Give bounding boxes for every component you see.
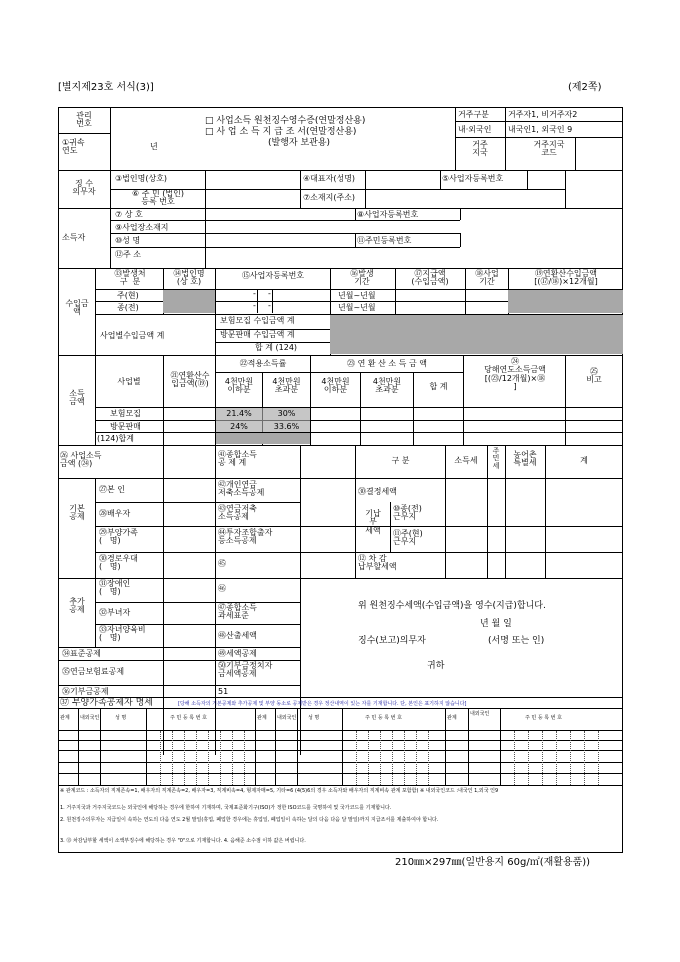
receipt-confirm-text: 위 원천징수세액(수입금액)을 영수(지급)합니다. bbox=[358, 601, 546, 611]
form-title-receipt: □ 사업소득 원천징수영수증(연말정산용) bbox=[205, 116, 366, 126]
col-period-label: ⑯발생 기간 bbox=[350, 269, 374, 287]
row-prev-label: 종(전) bbox=[117, 303, 139, 312]
residence-country-label: 거주 지국 bbox=[472, 140, 488, 158]
dep-col-name-1: 성 명 bbox=[115, 715, 127, 721]
donation-label: ㊱기부금공제 bbox=[62, 687, 109, 696]
biz-income-amount-label: ㉖ 사업소득 금액 (㉔) bbox=[60, 451, 102, 469]
form-number: [별지제23호 서식(3)] bbox=[58, 82, 154, 93]
door-sales-income-total-label: 방문판매 수입금액 계 bbox=[220, 330, 295, 339]
tax-credit-label: ㊾세액공제 bbox=[218, 649, 257, 658]
dep-col-nationality-3: 내외국인 bbox=[470, 711, 490, 717]
standard-deduction-label: ㉞표준공제 bbox=[62, 649, 101, 658]
income-total-row-label: (124)합계 bbox=[97, 434, 134, 443]
personal-pension-label: ㊷개인연금 저축소득공제 bbox=[218, 480, 265, 498]
payer-corp-name-label: ③법인명(상호) bbox=[115, 174, 168, 183]
dependents-deduction-label: ㉙부양가족 ( 명) bbox=[99, 528, 138, 546]
payer-section-label: 징 수 의무자 bbox=[72, 179, 96, 197]
rate-header: ㉒적용소득률 bbox=[239, 359, 287, 368]
insurance-rate-under: 21.4% bbox=[226, 409, 252, 418]
dep-col-nationality-1: 내외국인 bbox=[80, 715, 100, 721]
door-sales-rate-over: 33.6% bbox=[273, 422, 300, 431]
dep-col-resno-2: 주 민 등 록 번 호 bbox=[365, 715, 402, 721]
local-tax-col-label: 주 민 세 bbox=[492, 447, 500, 470]
residence-label: 거주구분 bbox=[458, 110, 489, 119]
basic-deduction-label: 기본 공제 bbox=[69, 504, 85, 522]
earner-trade-name-label: ⑦ 상 호 bbox=[115, 210, 143, 219]
form-title-statement: □ 사 업 소 득 지 급 조 서(연말정산용) bbox=[205, 127, 357, 137]
conv-under-label: 4천만원 이하분 bbox=[321, 377, 350, 395]
spouse-deduction-label: ㉘배우자 bbox=[99, 509, 131, 518]
tax-total-col-label: 계 bbox=[580, 456, 588, 465]
rate-over-label: 4천만원 초과분 bbox=[272, 377, 301, 395]
dep-col-resno-3: 주 민 등 록 번 호 bbox=[525, 715, 562, 721]
period-prev: 년월~년월 bbox=[338, 303, 376, 312]
converted-income-header: ㉓ 연 환 산 소 득 금 액 bbox=[347, 359, 427, 368]
collector-label: 징수(보고)의무자 bbox=[358, 636, 426, 646]
period-main: 년월~년월 bbox=[338, 291, 376, 300]
elderly-label: ㉚경로우대 ( 명) bbox=[99, 554, 138, 572]
pension-saving-label: ㊸연금저축 소득공제 bbox=[218, 504, 257, 522]
blank-45-label: ㊺ bbox=[218, 559, 226, 568]
footnote-3: 3. ⑬ 차감납부할 세액이 소액부징수에 해당하는 경우 "0"으로 기재합니다. 4. 음해준 소수점 이하 값은 버립니다. bbox=[60, 838, 306, 844]
blank-51-label: 51 bbox=[218, 687, 229, 696]
row-main-label: 주(현) bbox=[117, 291, 139, 300]
insurance-rate-over: 30% bbox=[277, 409, 296, 418]
residence-value: 거주자1, 비거주자2 bbox=[508, 110, 578, 119]
conv-sum-label: 합 계 bbox=[429, 382, 448, 391]
nationality-label: 내·외국인 bbox=[458, 125, 492, 134]
disabled-label: ㉛장애인 ( 명) bbox=[99, 579, 131, 597]
income-section-label: 수입금 액 bbox=[65, 299, 89, 317]
net-tax-label: ⑫ 차 감 납부할세액 bbox=[358, 554, 397, 572]
sign-label: (서명 또는 인) bbox=[488, 636, 545, 646]
footnote-2: 2. 원천징수의무자는 지급일이 속하는 연도의 다음 연도 2월 말일(휴업, 폐업한 경우에는 휴업일, 폐업일이 속하는 달의 다음 다음 달 말일)까지 지급조서를 제출하여야 합니다. bbox=[60, 817, 439, 823]
form-title-copy: (발행자 보관용) bbox=[268, 138, 331, 148]
remark-label: ㉕ 비고 bbox=[586, 367, 602, 385]
insurance-row-label: 보험모집 bbox=[110, 409, 141, 418]
calculated-tax-label: ㊽산출세액 bbox=[218, 631, 257, 640]
attribution-year-label: ①귀속 연도 bbox=[62, 138, 85, 156]
conv-over-label: 4천만원 초과분 bbox=[372, 377, 402, 395]
insurance-income-total-label: 보험모집 수입금액 계 bbox=[220, 316, 295, 325]
col-corp-label: ⑭법인명 (상 호) bbox=[173, 269, 205, 287]
earner-address-label: ⑫주 소 bbox=[115, 250, 141, 259]
col-biz-period-label: ⑱사업 기간 bbox=[475, 269, 499, 287]
main-job-label: ⑩종(전) 근무지 bbox=[393, 504, 422, 522]
payer-address-label: ⑦소재지(주소) bbox=[303, 193, 356, 202]
prev-job-label: ⑪주(현) 근무지 bbox=[393, 529, 423, 547]
dep-col-relation-2: 관계 bbox=[257, 715, 267, 721]
prepaid-tax-label: 기납 부 세액 bbox=[365, 509, 381, 535]
relation-code-note: ※ 관계코드 : 소득자의 직계존속=1, 배우자의 직계존속=2, 배우자=3, 직계비속=4, 형제자매=5, 기타=6 (4(5)6의 경우 소득자와 배우자의 직계비속 관계 포함함) ※ 내외국인코드 :내국인 1,외국 인9 bbox=[60, 788, 499, 794]
earner-biz-addr-label: ⑨사업장소재지 bbox=[115, 223, 169, 232]
blank-46-label: ㊻ bbox=[218, 584, 226, 593]
col-annual-label: ⑲연환산수입금액 [(⑰/⑱)×12개월] bbox=[534, 269, 598, 287]
biz-type-label: 사업별 bbox=[117, 377, 141, 386]
dep-col-name-2: 성 명 bbox=[308, 715, 320, 721]
grand-total-label: 합 계 (124) bbox=[255, 343, 298, 352]
political-donation-label: ㊿기부금정치자 금세액공제 bbox=[218, 661, 273, 679]
nationality-value: 내국인1, 외국인 9 bbox=[508, 125, 573, 134]
tax-division-label: 구 분 bbox=[391, 456, 410, 465]
dependents-note: [당해 소득자의 기본공제와 추가공제 및 부양 동소로 공제받은 경우 정산내역이 있는 자를 기재합니다. 단, 본인은 표기하지 않습니다] bbox=[178, 701, 467, 707]
col-paid-label: ⑰지급액 (수입금액) bbox=[411, 269, 449, 287]
pension-insurance-label: ㉟연금보험료공제 bbox=[62, 667, 125, 676]
dependents-title: ㊲ 부양가족공제자 명세 bbox=[60, 698, 153, 708]
child-care-label: ㉝자녀양육비 ( 명) bbox=[99, 625, 146, 643]
col-biz-no-label: ⑮사업자등록번호 bbox=[241, 271, 305, 280]
biz-income-total-label: 사업별수입금액 계 bbox=[100, 331, 165, 340]
decided-tax-label: ㉚결정세액 bbox=[358, 487, 397, 496]
year-unit: 년 bbox=[150, 142, 158, 151]
payer-biz-no-label: ⑤사업자등록번호 bbox=[442, 174, 504, 183]
rate-under-label: 4천만원 이하분 bbox=[224, 377, 254, 395]
dep-col-relation-3: 관계 bbox=[447, 715, 457, 721]
earner-section-label: 소득자 bbox=[62, 233, 86, 242]
income-amount-section-label: 소득 금액 bbox=[69, 389, 85, 407]
earner-biz-no-label: ⑧사업자등록번호 bbox=[357, 210, 419, 219]
door-sales-row-label: 방문판매 bbox=[110, 422, 141, 431]
payer-reg-no-label: ⑥ 주 민 (법인) 등록 번호 bbox=[132, 189, 184, 207]
farm-tax-col-label: 농어촌 특별세 bbox=[513, 450, 537, 468]
earner-res-no-label: ⑪주민등록번호 bbox=[357, 236, 412, 245]
col-origin-label: ⑬발생처 구 분 bbox=[114, 269, 146, 287]
addressee-label: 귀하 bbox=[427, 661, 445, 671]
tax-base-label: ㊼종합소득 과세표준 bbox=[218, 603, 257, 621]
mgmt-number-label: 관리 번호 bbox=[76, 111, 92, 129]
paper-spec: 210㎜×297㎜(일반용지 60g/㎡(재활용품)) bbox=[395, 857, 591, 868]
door-sales-rate-under: 24% bbox=[230, 422, 248, 431]
footnote-1: 1. 거주지국과 거주지국코드는 외국인에 해당하는 경우에 한하여 기재하며, 국제표준화기구(ISO)가 정한 ISO코드를 국명하여 및 국가코드를 기재합니다. bbox=[60, 805, 392, 811]
dep-col-nationality-2: 내외국인 bbox=[277, 715, 297, 721]
year-income-label: ㉔ 당해연도소득금액 [(㉓/12개월)×⑱ ] bbox=[484, 357, 546, 392]
payer-rep-name-label: ④대표자(성명) bbox=[303, 174, 356, 183]
self-deduction-label: ㉗본 인 bbox=[99, 485, 125, 494]
additional-deduction-label: 추가 공제 bbox=[69, 597, 85, 615]
annual-income-label: ㉑연환산수 입금액(⑲) bbox=[170, 371, 210, 389]
dep-col-resno-1: 주 민 등 록 번 호 bbox=[170, 715, 207, 721]
woman-label: ㉜부녀자 bbox=[99, 608, 131, 617]
total-income-deduction-label: ㊶종합소득 공 제 계 bbox=[218, 450, 257, 468]
dep-col-relation-1: 관계 bbox=[60, 715, 70, 721]
residence-country-code-label: 거주지국 코드 bbox=[533, 140, 565, 158]
page-label: (제2쪽) bbox=[568, 82, 602, 93]
income-tax-col-label: 소득세 bbox=[454, 456, 478, 465]
investment-deduction-label: ㊹투자조합출자 등소득공제 bbox=[218, 528, 273, 546]
sign-date: 년 월 일 bbox=[480, 619, 512, 629]
earner-name-label: ⑩성 명 bbox=[115, 236, 141, 245]
